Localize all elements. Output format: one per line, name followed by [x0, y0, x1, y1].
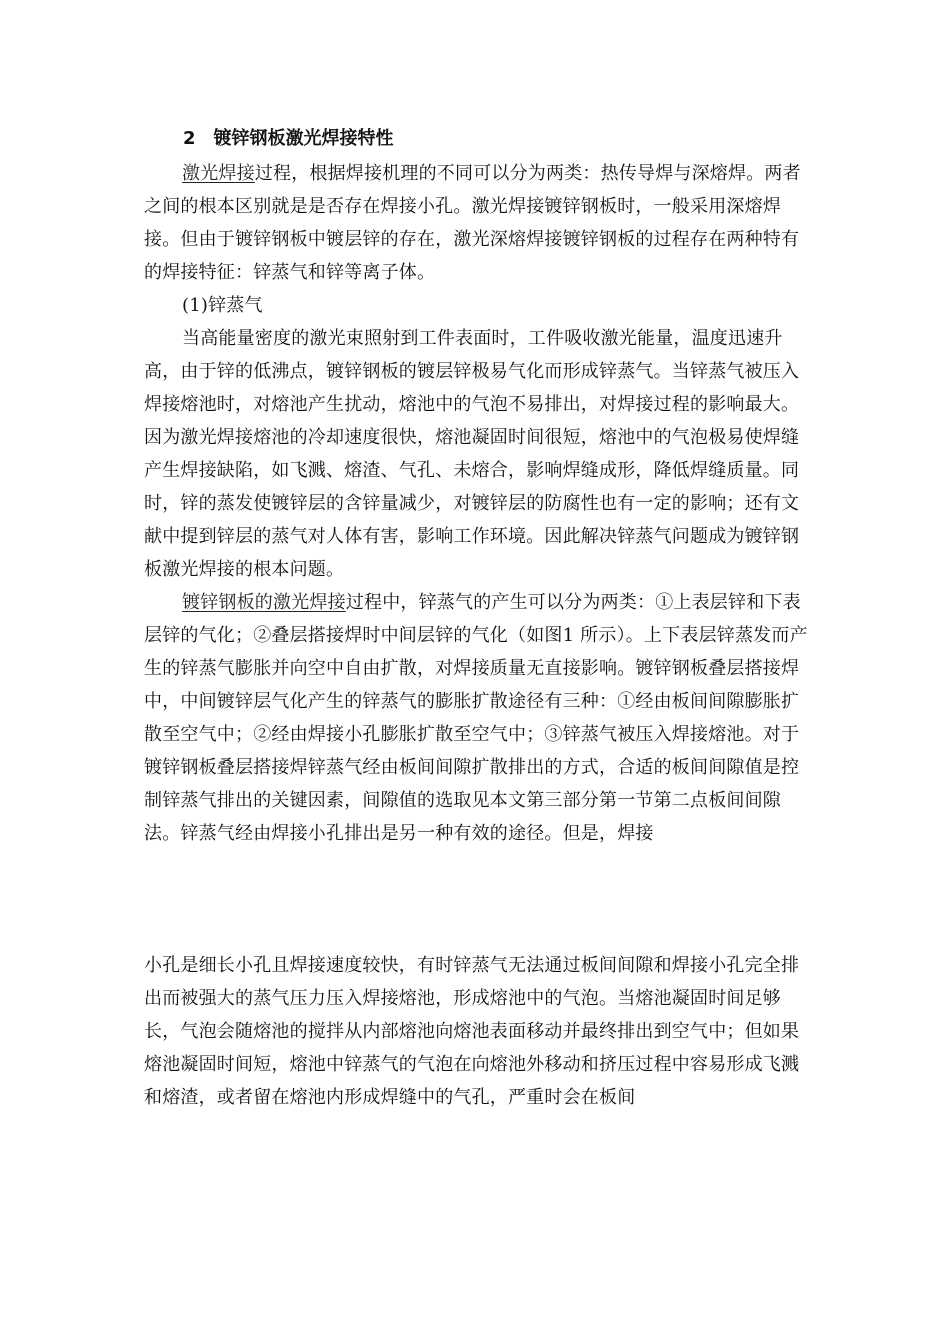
paragraph-continued: 小孔是细长小孔且焊接速度较快，有时锌蒸气无法通过板间间隙和焊接小孔完全排出而被强大的蒸气压力压入焊接熔池，形成熔池中的气泡。当熔池凝固时间足够长，气泡会随熔池的搅拌从内部熔池向熔池表面移动并最终排出到空气中；但如果熔池凝固时间短，熔池中锌蒸气的气泡在向熔池外移动和挤压过程中容易形成飞溅和熔渣，或者留在熔池内形成焊缝中的气孔，严重时会在板间: [144, 955, 800, 1108]
body-text-continued: [144, 949, 812, 1114]
paragraph-intro: [144, 157, 812, 289]
section-number: 2: [183, 128, 196, 149]
paragraph-galvanized-welding: [144, 586, 812, 850]
galvanized-laser-welding-link[interactable]: 镀锌钢板的激光焊接: [182, 592, 346, 613]
section-heading: [183, 124, 394, 150]
laser-welding-link[interactable]: 激光焊接: [182, 163, 255, 184]
section-title: 镀锌钢板激光焊接特性: [213, 128, 394, 149]
body-text-top: [144, 157, 812, 850]
paragraph-galvanized-welding-text: 过程中，锌蒸气的产生可以分为两类：①上表层锌和下表层锌的气化；②叠层搭接焊时中间层锌的气化（如图1 所示）。上下表层锌蒸发而产生的锌蒸气膨胀并向空中自由扩散，对焊接质量无直接影响。镀锌钢板叠层搭接焊中，中间镀锌层气化产生的锌蒸气的膨胀扩散途径有三种：①经由板间间隙膨胀扩散至空气中；②经由焊接小孔膨胀扩散至空气中；③锌蒸气被压入焊接熔池。对于镀锌钢板叠层搭接焊锌蒸气经由板间间隙扩散排出的方式，合适的板间间隙值是控制锌蒸气排出的关键因素，间隙值的选取见本文第三部分第一节第二点板间间隙法。锌蒸气经由焊接小孔排出是另一种有效的途径。但是，焊接: [144, 592, 808, 844]
subheading-zinc-vapor: (1)锌蒸气: [182, 295, 263, 316]
paragraph-intro-text: 过程，根据焊接机理的不同可以分为两类：热传导焊与深熔焊。两者之间的根本区别就是是否存在焊接小孔。激光焊接镀锌钢板时，一般采用深熔焊接。但由于镀锌钢板中镀层锌的存在，激光深熔焊接镀锌钢板的过程存在两种特有的焊接特征：锌蒸气和锌等离子体。: [144, 163, 801, 283]
paragraph-zinc-vapor: 当高能量密度的激光束照射到工件表面时，工件吸收激光能量，温度迅速升高，由于锌的低沸点，镀锌钢板的镀层锌极易气化而形成锌蒸气。当锌蒸气被压入焊接熔池时，对熔池产生扰动，熔池中的气泡不易排出，对焊接过程的影响最大。因为激光焊接熔池的冷却速度很快，熔池凝固时间很短，熔池中的气泡极易使焊缝产生焊接缺陷，如飞溅、熔渣、气孔、未熔合，影响焊缝成形，降低焊缝质量。同时，锌的蒸发使镀锌层的含锌量减少，对镀锌层的防腐性也有一定的影响；还有文献中提到锌层的蒸气对人体有害，影响工作环境。因此解决锌蒸气问题成为镀锌钢板激光焊接的根本问题。: [144, 328, 800, 580]
